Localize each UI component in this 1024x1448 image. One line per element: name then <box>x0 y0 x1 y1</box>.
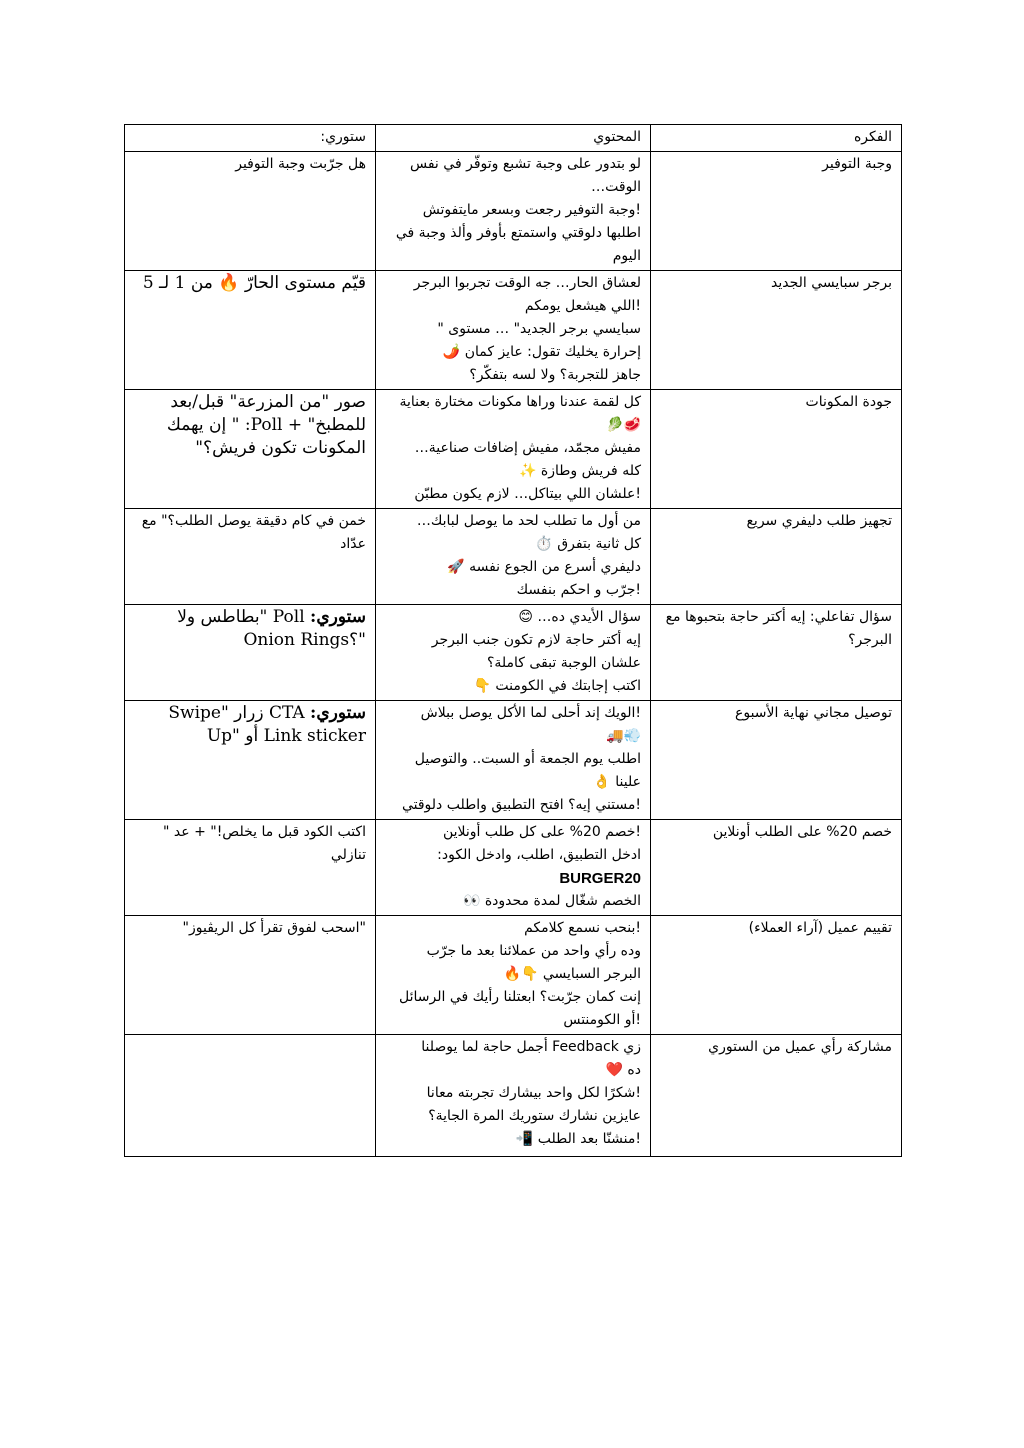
content-cell: لعشاق الحار… جه الوقت تجربوا البرجر !اللي هيشعل يومكم سبايسي برجر الجديد" … مستوى " إحرارة يخليك تقول: عايز كمان 🌶️ جاهز للتجربة؟ ولا لسه بتفكّر؟ <box>376 271 651 390</box>
story-cell: هل جرّبت وجبة التوفير <box>125 152 376 271</box>
story-cell: ستوري: CTA زرار "Swipe Up" أو Link sticker <box>125 701 376 820</box>
table-row <box>125 916 902 1035</box>
table-row <box>125 820 902 916</box>
idea-cell: وجبة التوفير <box>651 152 902 271</box>
idea-cell: توصيل مجاني نهاية الأسبوع <box>651 701 902 820</box>
content-plan-table <box>124 124 902 1157</box>
content-cell: سؤال الأيدي ده… 😊 إيه أكتر حاجة لازم تكون جنب البرجر علشان الوجبة تبقى كاملة؟ اكتب إجابتك في الكومنت 👇 <box>376 605 651 701</box>
idea-cell: سؤال تفاعلي: إيه أكتر حاجة بتحبوها مع البرجر؟ <box>651 605 902 701</box>
table-row <box>125 509 902 605</box>
story-cell: صور "من المزرعة" قبل/بعد للمطبخ" + Poll: " إن يهمك المكونات تكون فريش؟" <box>125 390 376 509</box>
content-cell: لو بتدور على وجبة تشبع وتوفّر في نفس الوقت… !وجبة التوفير رجعت وبسعر مايتفوتش اطلبها دلوقتي واستمتع بأوفر وألذ وجبة في اليوم <box>376 152 651 271</box>
content-cell: !خصم 20% على كل طلب أونلاين ادخل التطبيق، اطلب، وادخل الكود: BURGER20 الخصم شغّال لمدة محدودة 👀 <box>376 820 651 916</box>
idea-cell: جودة المكونات <box>651 390 902 509</box>
story-cell: "اسحب لفوق تقرأ كل الريڤيوز" <box>125 916 376 1035</box>
idea-cell: تقييم عميل (آراء العملاء) <box>651 916 902 1035</box>
content-cell: من أول ما تطلب لحد ما يوصل لبابك… كل ثانية بتفرق ⏱️ دليفري أسرع من الجوع نفسه 🚀 !جرّب و احكم بنفسك <box>376 509 651 605</box>
table-row <box>125 271 902 390</box>
table-row <box>125 390 902 509</box>
story-label: ستوري: <box>310 607 366 627</box>
idea-cell: مشاركة رأي عميل من الستوري <box>651 1035 902 1157</box>
story-cell: اكتب الكود قبل ما يخلص!" + عد " تنازلي <box>125 820 376 916</box>
promo-code: BURGER20 <box>559 870 641 887</box>
content-cell: !بنحب نسمع كلامكم وده رأي واحد من عملائنا بعد ما جرّب البرجر السبايسي 👇🔥 إنت كمان جرّبت؟ ابعتلنا رأيك في الرسائل !أو الكومنتس <box>376 916 651 1035</box>
content-cell: زي Feedback أجمل حاجة لما يوصلنا ده ❤️ !شكرًا لكل واحد بيشارك تجربته معانا عايزين نشارك ستوريك المرة الجاية؟ !منشنّا بعد الطلب 📲 <box>376 1035 651 1157</box>
table-row <box>125 701 902 820</box>
idea-cell: تجهيز طلب دليفري سريع <box>651 509 902 605</box>
idea-cell: خصم 20% على الطلب أونلاين <box>651 820 902 916</box>
story-cell: قيّم مستوى الحارّ 🔥 من 1 لـ 5 <box>125 271 376 390</box>
story-cell <box>125 1035 376 1157</box>
content-cell: !الويك إند أحلى لما الأكل يوصل ببلاش 🚚💨 اطلب يوم الجمعة أو السبت.. والتوصيل علينا 👌 !مستني إيه؟ افتح التطبيق واطلب دلوقتي <box>376 701 651 820</box>
table-header-row <box>125 125 902 152</box>
idea-cell: برجر سبايسي الجديد <box>651 271 902 390</box>
header-content: المحتوي <box>376 125 651 152</box>
table-row <box>125 1035 902 1157</box>
header-idea: الفكره <box>651 125 902 152</box>
content-cell: كل لقمة عندنا وراها مكونات مختارة بعناية 🥩🥬 مفيش مجمّد، مفيش إضافات صناعية… كله فريش وطازة ✨ !علشان اللي بيتاكل… لازم يكون مطبّن <box>376 390 651 509</box>
table-row <box>125 152 902 271</box>
story-cell: خمن في كام دقيقة يوصل الطلب؟" مع عدّاد <box>125 509 376 605</box>
story-cell: ستوري: Poll "بطاطس ولا Onion Rings؟" <box>125 605 376 701</box>
story-label: ستوري: <box>310 703 366 723</box>
table-row <box>125 605 902 701</box>
header-story: ستوري: <box>125 125 376 152</box>
